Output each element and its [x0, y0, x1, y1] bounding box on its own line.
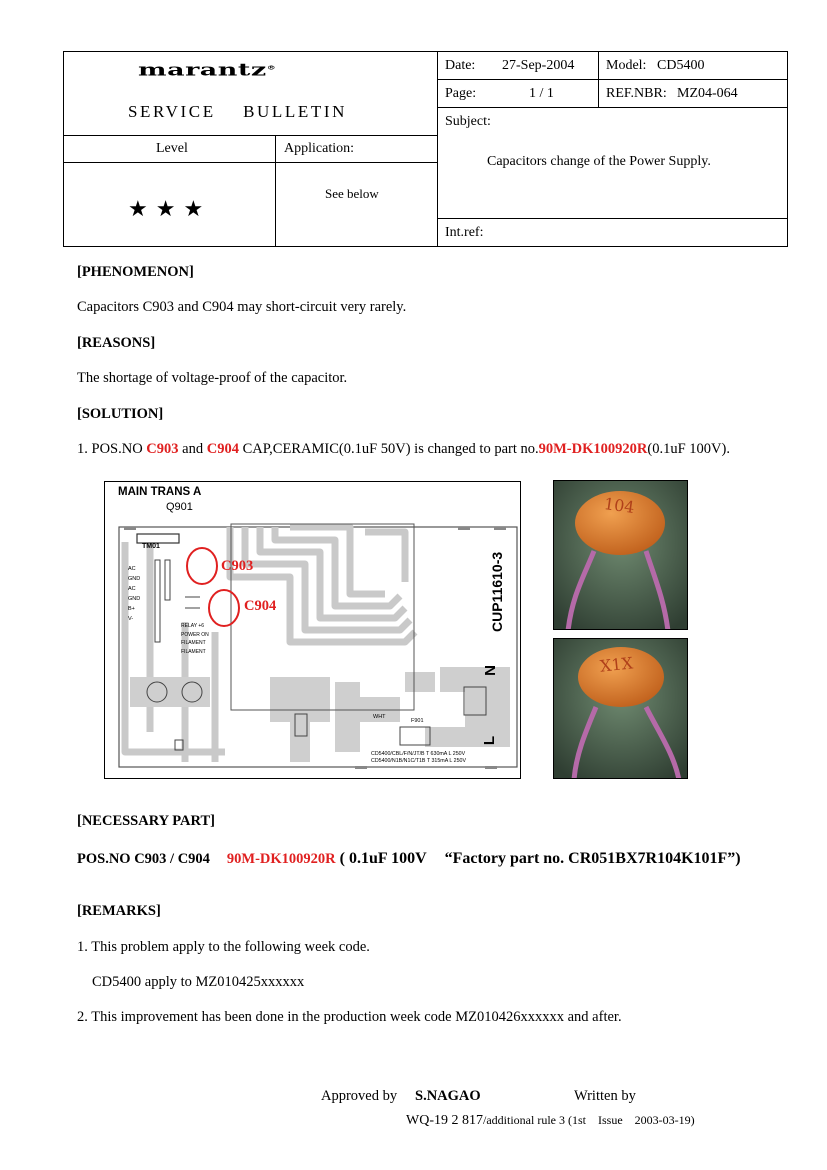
q-label: Q901: [166, 501, 193, 513]
ref-value: MZ04-064: [677, 86, 738, 101]
approved-label: Approved by: [321, 1088, 398, 1104]
side-labels: AC GND AC GND B+ V-: [128, 566, 141, 622]
divider: [437, 218, 788, 219]
remarks-heading: [REMARKS]: [77, 903, 161, 919]
bulletin-title: SERVICE BULLETIN: [128, 102, 347, 121]
solution-text: 1. POS.NO C903 and C904 CAP,CERAMIC(0.1uF 50V) is changed to part no.90M-DK100920R(0.1uF 100V).: [77, 441, 730, 457]
capacitor-photo-1: [553, 480, 688, 630]
approved-name: S.NAGAO: [415, 1088, 481, 1104]
c903-label: C903: [221, 558, 254, 574]
ref-label: REF.NBR:: [606, 86, 667, 101]
tm-label: TM01: [142, 543, 160, 550]
date-label: Date:: [445, 58, 476, 73]
page-label: Page:: [445, 86, 477, 101]
application-value: See below: [325, 186, 379, 201]
subject-label: Subject:: [445, 114, 491, 129]
pcb-figure: [104, 481, 521, 779]
subject-value: Capacitors change of the Power Supply.: [487, 154, 711, 169]
fuse-label: F901: [411, 718, 424, 724]
divider: [63, 162, 438, 163]
capacitor-photo-2: [553, 638, 688, 779]
necessary-part-heading: [NECESSARY PART]: [77, 813, 215, 829]
board-code: CUP11610-3: [489, 551, 505, 632]
l-label: L: [481, 735, 499, 746]
pcb-drawing: [105, 482, 521, 779]
pin-labels: RELAY +6 POWER ON FILAMENT FILAMENT: [181, 623, 209, 655]
page-value: 1 / 1: [529, 86, 554, 101]
solution-heading: [SOLUTION]: [77, 406, 164, 422]
pos-c903: C903: [146, 441, 179, 457]
c904-label: C904: [244, 598, 277, 614]
model-label: Model:: [606, 58, 647, 73]
photo1-marking: 104: [602, 493, 636, 518]
necessary-part-text: POS.NO C903 / C904 90M-DK100920R ( 0.1uF 100V “Factory part no. CR051BX7R104K101F”): [77, 850, 741, 867]
model-value: CD5400: [657, 58, 705, 73]
figure-title: MAIN TRANS A: [118, 486, 202, 498]
divider: [437, 79, 788, 80]
intref-label: Int.ref:: [445, 225, 484, 240]
divider: [437, 107, 788, 108]
date-value: 27-Sep-2004: [502, 58, 575, 73]
n-label: N: [481, 665, 499, 676]
brand-logo: marantz®: [138, 60, 277, 80]
level-label: Level: [156, 141, 188, 156]
fuse-spec: CD5400/CBL/F/N/JT/B T 630mA L 250V CD5400/N1B/N1C/T1B T 315mA L 250V: [371, 751, 467, 764]
divider: [63, 135, 438, 136]
doc-code: WQ-19 2 817/additional rule 3 (1st Issue 2003-03-19): [406, 1113, 695, 1128]
remarks-line-1: 1. This problem apply to the following week code.: [77, 939, 370, 955]
pos-c904: C904: [206, 441, 239, 457]
application-label: Application:: [284, 141, 354, 156]
part-number: 90M-DK100920R: [538, 441, 648, 457]
reasons-text: The shortage of voltage-proof of the capacitor.: [77, 370, 348, 386]
phenomenon-heading: [PHENOMENON]: [77, 264, 194, 280]
remarks-line-2: CD5400 apply to MZ010425xxxxxx: [92, 974, 305, 990]
remarks-line-3: 2. This improvement has been done in the production week code MZ010426xxxxxx and after.: [77, 1009, 622, 1025]
divider: [275, 135, 276, 247]
wht-label: WHT: [373, 714, 386, 720]
photo2-marking: X1X: [599, 653, 634, 676]
reasons-heading: [REASONS]: [77, 335, 156, 351]
written-label: Written by: [574, 1088, 636, 1104]
level-stars: ★★★: [128, 196, 212, 221]
phenomenon-text: Capacitors C903 and C904 may short-circuit very rarely.: [77, 299, 407, 315]
